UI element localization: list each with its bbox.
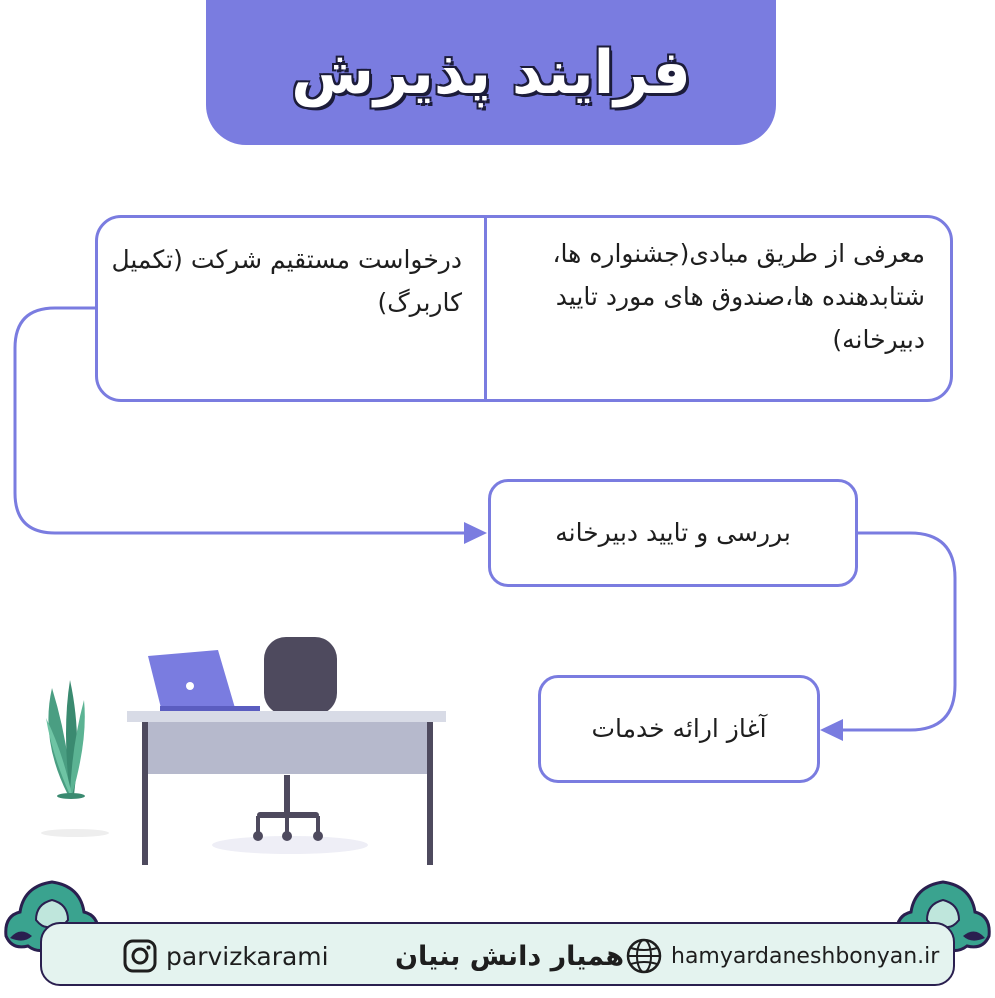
laptop-icon (148, 650, 260, 712)
plant-icon (41, 680, 109, 837)
step-request-text: درخواست مستقیم شرکت (تکمیل کاربرگ) (111, 245, 462, 317)
page-title: فرایند پذیرش (291, 37, 691, 108)
footer-website[interactable] (625, 934, 939, 978)
website-url: hamyardaneshbonyan.ir (671, 943, 940, 969)
globe-icon (625, 937, 663, 975)
step-start-text: آغاز ارائه خدمات (591, 714, 767, 744)
step-review-text: بررسی و تایید دبیرخانه (555, 518, 791, 548)
instagram-handle: parvizkarami (166, 941, 329, 971)
step-intro-text: معرفی از طریق مبادی(جشنواره ها، شتابدهنده ها،صندوق های مورد تایید دبیرخانه) (552, 239, 925, 354)
footer-brand (395, 934, 624, 978)
brand-name: همیار دانش بنیان (395, 940, 625, 972)
footer-instagram[interactable] (122, 934, 329, 978)
instagram-icon (122, 938, 158, 974)
